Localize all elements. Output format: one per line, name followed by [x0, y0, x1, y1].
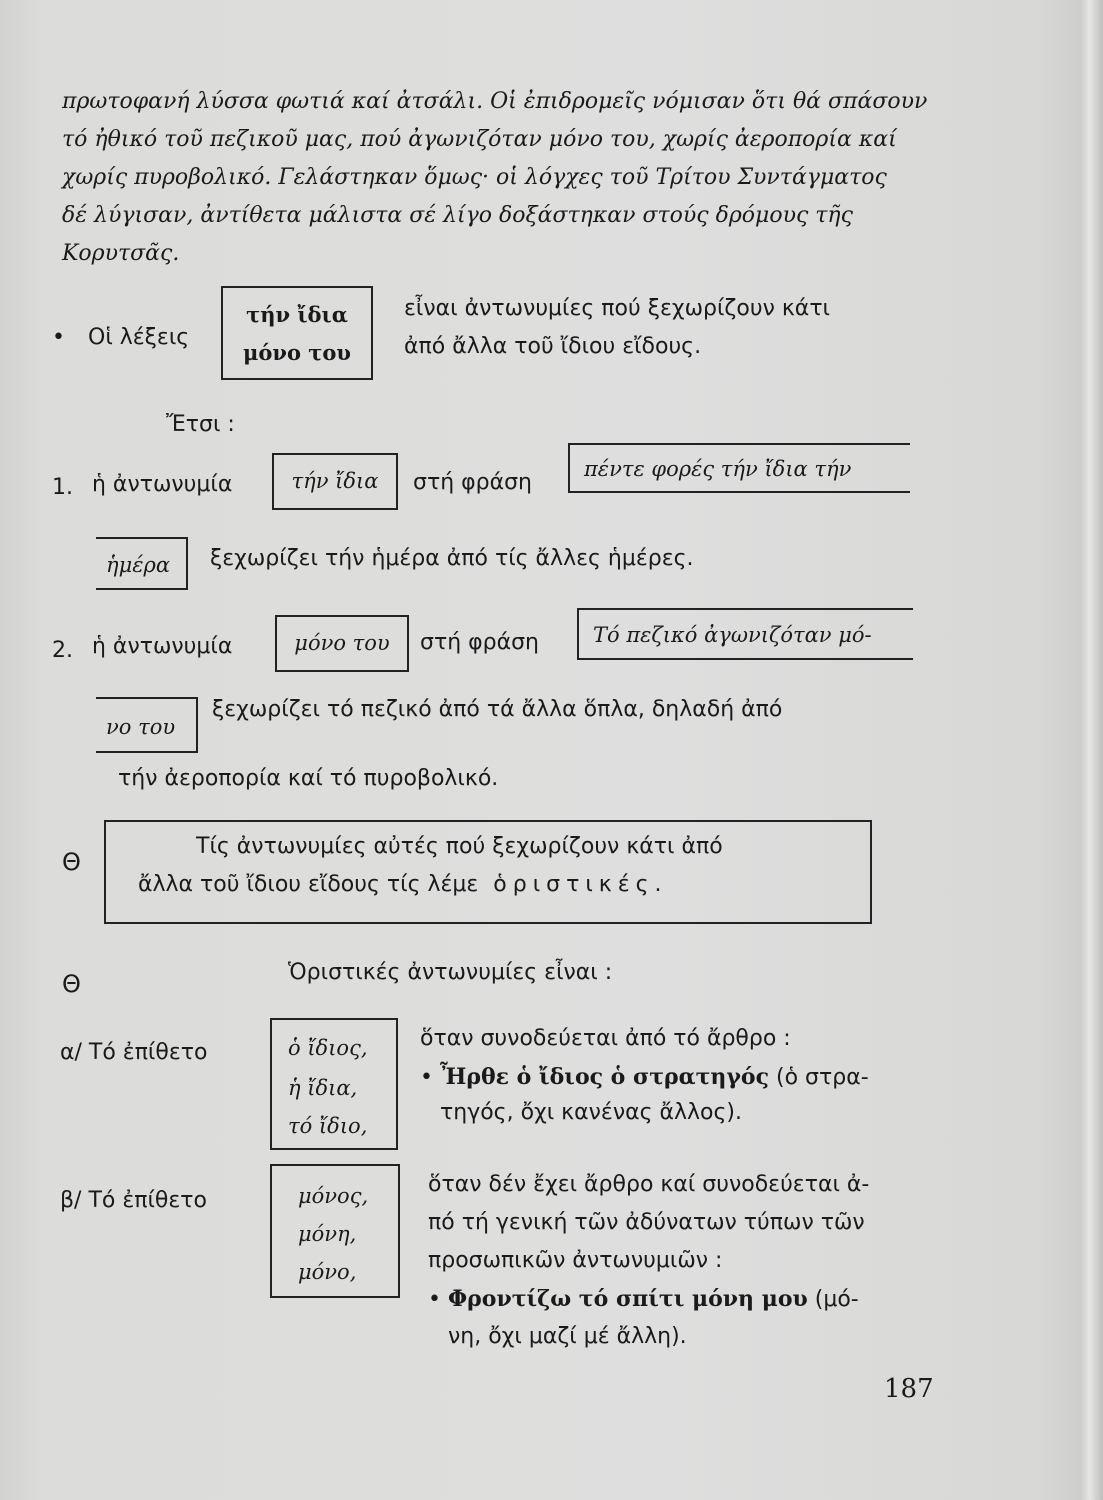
words-lead: Οἱ λέξεις: [88, 325, 190, 350]
pronoun-text: τήν ἴδια: [291, 469, 379, 493]
page-number: 187: [884, 1374, 934, 1404]
phrase-box: [568, 443, 910, 493]
beta-desc: πό τή γενική τῶν ἀδύνατων τύπων τῶν: [428, 1210, 865, 1235]
rule-line-prefix: ἄλλα τοῦ ἴδιου εἴδους τίς λέμε: [138, 872, 479, 897]
example-rest: (ὁ στρα-: [776, 1065, 869, 1090]
box-line: τήν ἴδια: [246, 302, 348, 327]
example-rest: ξεχωρίζει τήν ἡμέρα ἀπό τίς ἄλλες ἡμέρες.: [210, 546, 694, 571]
phrase-box: [577, 608, 913, 660]
phrase-text: πέντε φορές τήν ἴδια τήν: [584, 457, 852, 481]
beta-example-cont: νη, ὄχι μαζί μέ ἄλλη).: [448, 1324, 687, 1349]
example-lead: ἡ ἀντωνυμία: [92, 472, 233, 497]
example-bold: Ἦρθε ὁ ἴδιος ὁ στρατηγός: [439, 1064, 769, 1090]
alpha-forms-box: [270, 1018, 398, 1150]
form-text: ἡ ἴδια,: [288, 1076, 358, 1100]
page-edge: [1081, 0, 1103, 1500]
intro-line: Κορυτσᾶς.: [62, 241, 180, 266]
phrase-box-continued: [96, 697, 198, 753]
pronoun-box: [275, 615, 409, 672]
example-rest: τήν ἀεροπορία καί τό πυροβολικό.: [118, 766, 499, 791]
beta-label: β/ Τό ἐπίθετο: [60, 1188, 207, 1213]
beta-forms-box: [270, 1164, 400, 1298]
words-text: ἀπό ἄλλα τοῦ ἴδιου εἴδους.: [404, 334, 702, 359]
intro-line: τό ἠθικό τοῦ πεζικοῦ μας, πού ἀγωνιζόταν μόνο του, χωρίς ἀεροπορία καί: [62, 127, 897, 152]
words-text: εἶναι ἀντωνυμίες πού ξεχωρίζουν κάτι: [404, 296, 831, 321]
beta-desc: προσωπικῶν ἀντωνυμιῶν :: [428, 1248, 723, 1273]
example-rest: (μό-: [814, 1287, 859, 1312]
example-number: 1.: [52, 475, 73, 500]
phrase-text: νο του: [106, 715, 176, 739]
rule-box: [104, 820, 872, 924]
pronoun-box: [272, 453, 398, 510]
alpha-desc: ὅταν συνοδεύεται ἀπό τό ἄρθρο :: [420, 1026, 791, 1051]
etsi-label: Ἔτσι :: [166, 412, 235, 437]
example-number: 2.: [52, 638, 73, 663]
intro-line: χωρίς πυροβολικό. Γελάστηκαν ὅμως· οἱ λόγχες τοῦ Τρίτου Συντάγματος: [62, 165, 887, 190]
form-text: μόνο,: [298, 1260, 357, 1284]
list-intro-text: Ὁριστικές ἀντωνυμίες εἶναι :: [288, 960, 613, 985]
box-line: μόνο του: [243, 340, 351, 365]
example-bold: Φροντίζω τό σπίτι μόνη μου: [447, 1286, 808, 1312]
beta-desc: ὅταν δέν ἔχει ἄρθρο καί συνοδεύεται ἀ-: [428, 1172, 870, 1197]
form-text: μόνη,: [298, 1222, 357, 1246]
example-rest: ξεχωρίζει τό πεζικό ἀπό τά ἄλλα ὅπλα, δηλαδή ἀπό: [212, 697, 783, 722]
intro-line: δέ λύγισαν, ἀντίθετα μάλιστα σέ λίγο δοξάστηκαν στούς δρόμους τῆς: [62, 203, 853, 228]
rule-line: Τίς ἀντωνυμίες αὐτές πού ξεχωρίζουν κάτι ἀπό: [196, 834, 723, 859]
bullet: •: [52, 325, 65, 350]
beta-example: [428, 1286, 859, 1312]
rule-term: ὁριστικές.: [493, 872, 668, 897]
form-text: τό ἴδιο,: [288, 1114, 368, 1138]
theta-marker: Θ: [62, 848, 81, 876]
form-text: ὁ ἴδιος,: [288, 1036, 368, 1060]
phrase-text: ἡμέρα: [106, 553, 171, 577]
theta-marker: Θ: [62, 970, 81, 998]
words-pronoun-box: [221, 286, 373, 380]
alpha-example-cont: τηγός, ὄχι κανένας ἄλλος).: [440, 1100, 743, 1125]
bullet: •: [420, 1065, 440, 1090]
form-text: μόνος,: [298, 1184, 369, 1208]
phrase-box-continued: [96, 537, 188, 590]
alpha-example: [420, 1064, 869, 1090]
bullet: •: [428, 1287, 448, 1312]
phrase-text: Τό πεζικό ἀγωνιζόταν μό-: [593, 623, 872, 647]
pronoun-text: μόνο του: [294, 631, 390, 655]
alpha-label: α/ Τό ἐπίθετο: [60, 1040, 208, 1065]
example-mid: στή φράση: [413, 470, 532, 495]
intro-line: πρωτοφανή λύσσα φωτιά καί ἀτσάλι. Οἱ ἐπιδρομεῖς νόμισαν ὅτι θά σπάσουν: [62, 89, 928, 114]
rule-line: [138, 872, 668, 897]
example-lead: ἡ ἀντωνυμία: [92, 634, 233, 659]
example-mid: στή φράση: [420, 630, 539, 655]
